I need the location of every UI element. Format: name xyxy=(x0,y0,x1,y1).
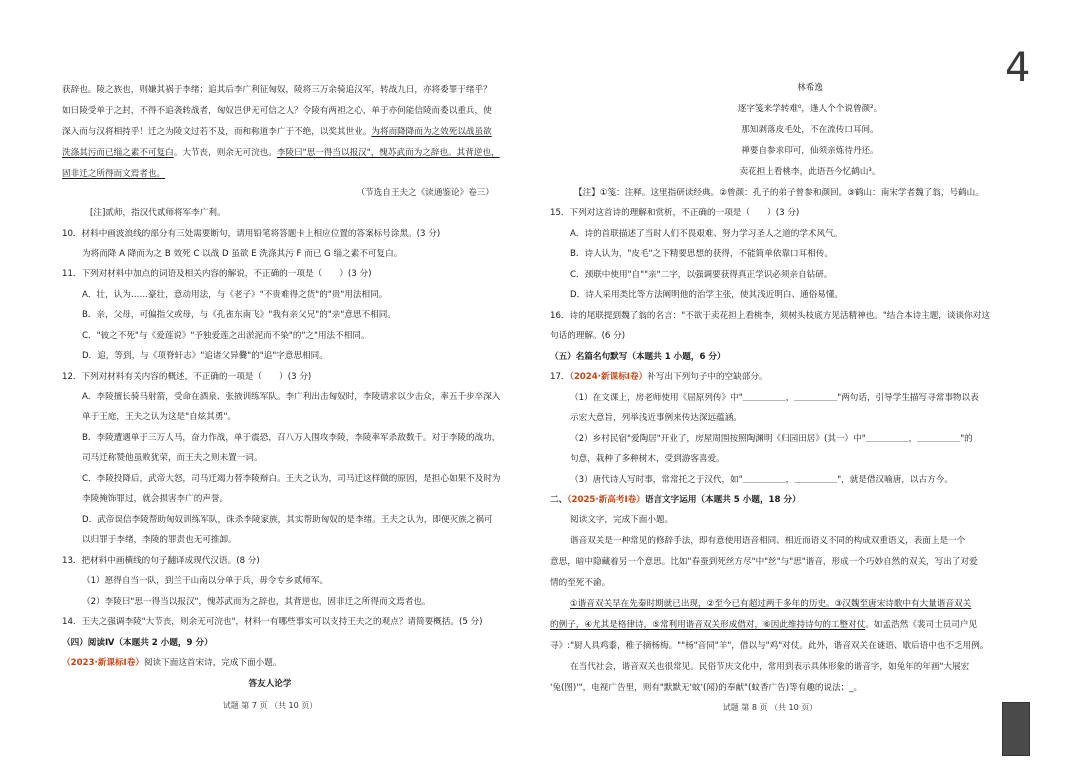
option-d: D．诗人采用类比等方法阐明他的治学主张，使其浅近明白、通俗易懂。 xyxy=(570,290,844,300)
passage-line xyxy=(62,126,492,140)
question-10: 10．材料中画波浪线的部分有三处需要断句，请用铅笔将答题卡上相应位置的答案标号涂黑。(3 分) xyxy=(62,229,441,239)
section-title: 语言文字运用（本题共 5 小题，18 分） xyxy=(644,495,801,505)
passage-text: 。如孟浩然《裴司士员司户见 xyxy=(865,620,978,630)
passage-line: 获辞也。陵之族也，则嫌其祸于李绪；追其后李广利征匈奴，陵将三万余骑追汉军，转战九日，亦将委罪于绪乎？ xyxy=(62,85,492,95)
option-b: B．诗人认为，"皮毛"之下精要思想的获得，不能简单依靠口耳相传。 xyxy=(570,249,834,259)
question-17-item-2: （2）乡村民宿"爱陶居"开业了，房屋周围按照陶渊明《归园田居》(其一）中"＿＿＿＿＿，＿＿＿＿＿"的 xyxy=(570,434,973,444)
wavy-underlined-text: 洗涤其污而已缁之素不可复白 xyxy=(62,148,174,158)
section-heading xyxy=(550,494,801,508)
page-footer: 试题 第 7 页 （共 10 页） xyxy=(222,701,318,710)
question-16-cont: 句话的理解。(6 分) xyxy=(550,331,626,341)
reading-instruction: 阅读文字，完成下面小题。 xyxy=(570,515,674,525)
exam-source-tag: （2025·新高考Ⅰ卷） xyxy=(567,495,645,505)
question-13-item-2: （2）李陵曰"思一得当以报汉"，愧苏武而为之辞也，其背逆也，固非迁之所得而文焉者也。 xyxy=(82,597,431,607)
reading-instruction xyxy=(62,657,281,671)
passage-text: 深入而与汉将相持乎！迁之为陵文过若不及，而和称道李广于不绝，以奖其世业。 xyxy=(62,127,372,137)
passage-line: 谐音双关是一种常见的修辞手法，即有意使用语音相同、相近而语义不同的构成双重语义，表面上是一个 xyxy=(570,536,966,546)
wavy-underlined-text: 为将而降降而为之效死以战虽欲 xyxy=(371,127,492,137)
question-16: 16．诗的尾联提到魏了翁的名言："不欲于卖花担上看桃李，须树头枝底方见活精神也。"结合本诗主题，谈谈你对这 xyxy=(550,311,990,321)
poet-name: 林希逸 xyxy=(797,83,823,93)
question-text: 补写出下列句子中的空缺部分。 xyxy=(647,372,768,382)
option-d-cont: 以归罪于李绪，李陵的罪责也无可推卸。 xyxy=(82,535,237,545)
passage-line xyxy=(62,147,500,161)
option-a: A．李陵擅长骑马射箭，受命在酒泉、张掖训练军队。李广利出击匈奴时，李陵请求以少击众，率五千步卒深入 xyxy=(82,392,501,402)
section-heading: （五）名篇名句默写（本题共 1 小题，6 分） xyxy=(550,352,726,362)
question-12: 12．下列对材料有关内容的概述，不正确的一项是（ ）(3 分) xyxy=(62,372,312,382)
option-c: C．李陵投降后，武帝大怒，司马迁竭力替李陵辩白。王夫之认为，司马迁这样做的原因，是担心如果不及时为 xyxy=(82,474,501,484)
question-13: 13．把材料中画横线的句子翻译成现代汉语。(8 分) xyxy=(62,556,260,566)
question-10-options: 为将而降 A 降而为之 B 效死 C 以战 D 虽欲 E 洗涤其污 F 而已 G 缁之素不可复白。 xyxy=(82,249,403,259)
option-c: C．颈联中使用"自""亲"二字，以强调要获得真正学识必须亲自钻研。 xyxy=(570,270,833,280)
poem-title: 答友人论学 xyxy=(248,679,292,689)
question-17-item-1: （1）在文课上，房老师使用《屈原列传》中"＿＿＿＿＿，＿＿＿＿＿"两句话，引导学生描写寻常事物以表 xyxy=(570,393,979,403)
option-b: B．李陵遭遇单于三万人马，奋力作战，单于震恐，召八万人围攻李陵，李陵率军杀敌数千。对于李陵的战功， xyxy=(82,433,501,443)
poem-line: 那知剥落皮毛处，不在流传口耳间。 xyxy=(741,125,879,135)
passage-text: 。大节丧，则余无可浣也。 xyxy=(173,148,277,158)
option-d: D．追，等到，与《项脊轩志》"追诸父异爨"的"追"字意思相同。 xyxy=(82,351,328,361)
option-a: A．壮，认为……豪壮，意动用法，与《老子》"不贵难得之货"的"贵"用法相同。 xyxy=(82,290,388,300)
question-13-item-1: （1）愿得自当一队，到兰干山南以分单于兵，毋令专乡贰师军。 xyxy=(82,576,329,586)
section-heading: （四）阅读Ⅳ（本题共 2 小题，9 分） xyxy=(62,638,213,648)
right-page xyxy=(540,0,1080,773)
question-17 xyxy=(550,371,768,385)
passage-line xyxy=(550,619,977,633)
underlined-sentence: 固非迁之所得而文焉者也。 xyxy=(62,169,166,179)
scroll-thumb[interactable] xyxy=(1002,702,1030,756)
exam-source-tag: （2024·新课标Ⅰ卷） xyxy=(569,372,648,382)
passage-line: 意思，暗中隐藏着另一个意思。比如"春蚕到死丝方尽"中"丝"与"思"谐音，形成一个巧妙自然的双关，写出了对爱 xyxy=(550,557,978,567)
poem-line: 卖花担上看桃李，此语吾今忆鹤山³。 xyxy=(739,167,881,177)
option-c: C．"彼之不死"与《爱莲说》"予独爱莲之出淤泥而不染"的"之"用法不相同。 xyxy=(82,331,370,341)
passage-line: 在当代社会，谐音双关也很常见。民俗节庆文化中，常用到表示具体形象的谐音字，如兔年的年画"大展宏 xyxy=(570,662,970,672)
question-number: 17． xyxy=(550,372,570,382)
passage-line: 情的至死不渝。 xyxy=(550,578,611,588)
question-15: 15．下列对这首诗的理解和赏析，不正确的一项是（ ）(3 分) xyxy=(550,208,800,218)
passage-line: 寻》:"厨人具鸡黍，稚子摘杨梅。""杨"音同"羊"，借以与"鸡"对仗。此外，谐音双关在谜语、歇后语中也不乏用例。 xyxy=(550,641,989,651)
option-d: D．武帝误信李陵帮助匈奴训练军队，诛杀李陵家族，其实帮助匈奴的是李绪。王夫之认为，即便灭族之祸可 xyxy=(82,515,493,525)
question-17-item-3: （3）唐代诗人写时事，常常托之于汉代，如"＿＿＿＿＿，＿＿＿＿＿"，就是借汉喻唐，以古方今。 xyxy=(570,475,953,485)
question-14: 14．王夫之强调李陵"大节丧，则余无可浣也"，材料一有哪些事实可以支持王夫之的观点？请简要概括。(5 分) xyxy=(62,617,483,627)
option-a-cont: 单于王庭，王夫之认为这是"自炫其勇"。 xyxy=(82,412,237,422)
option-a: A．诗的首联描述了当时人们不畏艰难、努力学习圣人之道的学术风气。 xyxy=(570,229,843,239)
underlined-sentence: 李陵曰"思一得当以报汉"，愧苏武而为之辞也。其背逆也， xyxy=(276,148,500,158)
poem-note: 【注】①笺：注释。这里指研读经典。②曾颜：孔子的弟子曾参和颜回。③鹤山：南宋学者魏了翁，号鹤山。 xyxy=(574,188,984,198)
page-footer: 试题 第 8 页 （共 10 页） xyxy=(722,703,818,712)
page-corner-number: 4 xyxy=(1005,45,1031,91)
note: [注]贰师，指汉代贰师将军李广利。 xyxy=(90,208,226,218)
option-b: B．亲，父母，可偏指父或母，与《孔雀东南飞》"我有亲父兄"的"亲"意思不相同。 xyxy=(82,310,396,320)
source-citation: （节选自王夫之《读通鉴论》卷三） xyxy=(356,188,494,198)
passage-line: '兔(图)'"，电视广告里，则有"默默无'蚊'(闻)的奉献"(蚊香广告)等有趣的说法；_。 xyxy=(550,683,863,693)
passage-line: 如曰陵受单于之封，不得不追袭转战者，匈奴岂伊无可信之人？令陵有两袒之心，单于亦何能信陵而委以重兵，使 xyxy=(62,106,492,116)
exam-source-tag: （2023·新课标Ⅰ卷） xyxy=(62,658,144,668)
section-number: 二、 xyxy=(550,495,568,505)
question-11: 11．下列对材料中加点的词语及相关内容的解说，不正确的一项是（ ）(3 分) xyxy=(62,269,372,279)
question-17-item-1-cont: 示宏大意旨，列举浅近事例来传达深远蕴涵。 xyxy=(570,413,742,423)
poem-line: 逐字笺来学转难⁰，逢人个个说曾颜²。 xyxy=(737,104,883,114)
poem-line: 禅要自参求印可，仙须亲炼待丹还。 xyxy=(741,146,879,156)
underlined-passage-line: ①谐音双关早在先秦时期就已出现，②至今已有超过两千多年的历史。③汉魏至唐宋诗歌中有大量谐音双关 xyxy=(570,599,972,609)
question-17-item-2-cont: 句意，栽种了多种树木，受到游客喜爱。 xyxy=(570,454,725,464)
option-c-cont: 李陵掩饰罪过，就会损害李广的声誉。 xyxy=(82,494,229,504)
option-b-cont: 司马迁称赞他虽败犹荣，而王夫之则未置一词。 xyxy=(82,453,263,463)
instruction-text: 阅读下面这首宋诗，完成下面小题。 xyxy=(143,658,282,668)
underlined-text: 的例子，④尤其是格律诗，⑤常利用谐音双关形成借对，⑥因此维持诗句的工整对仗 xyxy=(550,620,866,630)
